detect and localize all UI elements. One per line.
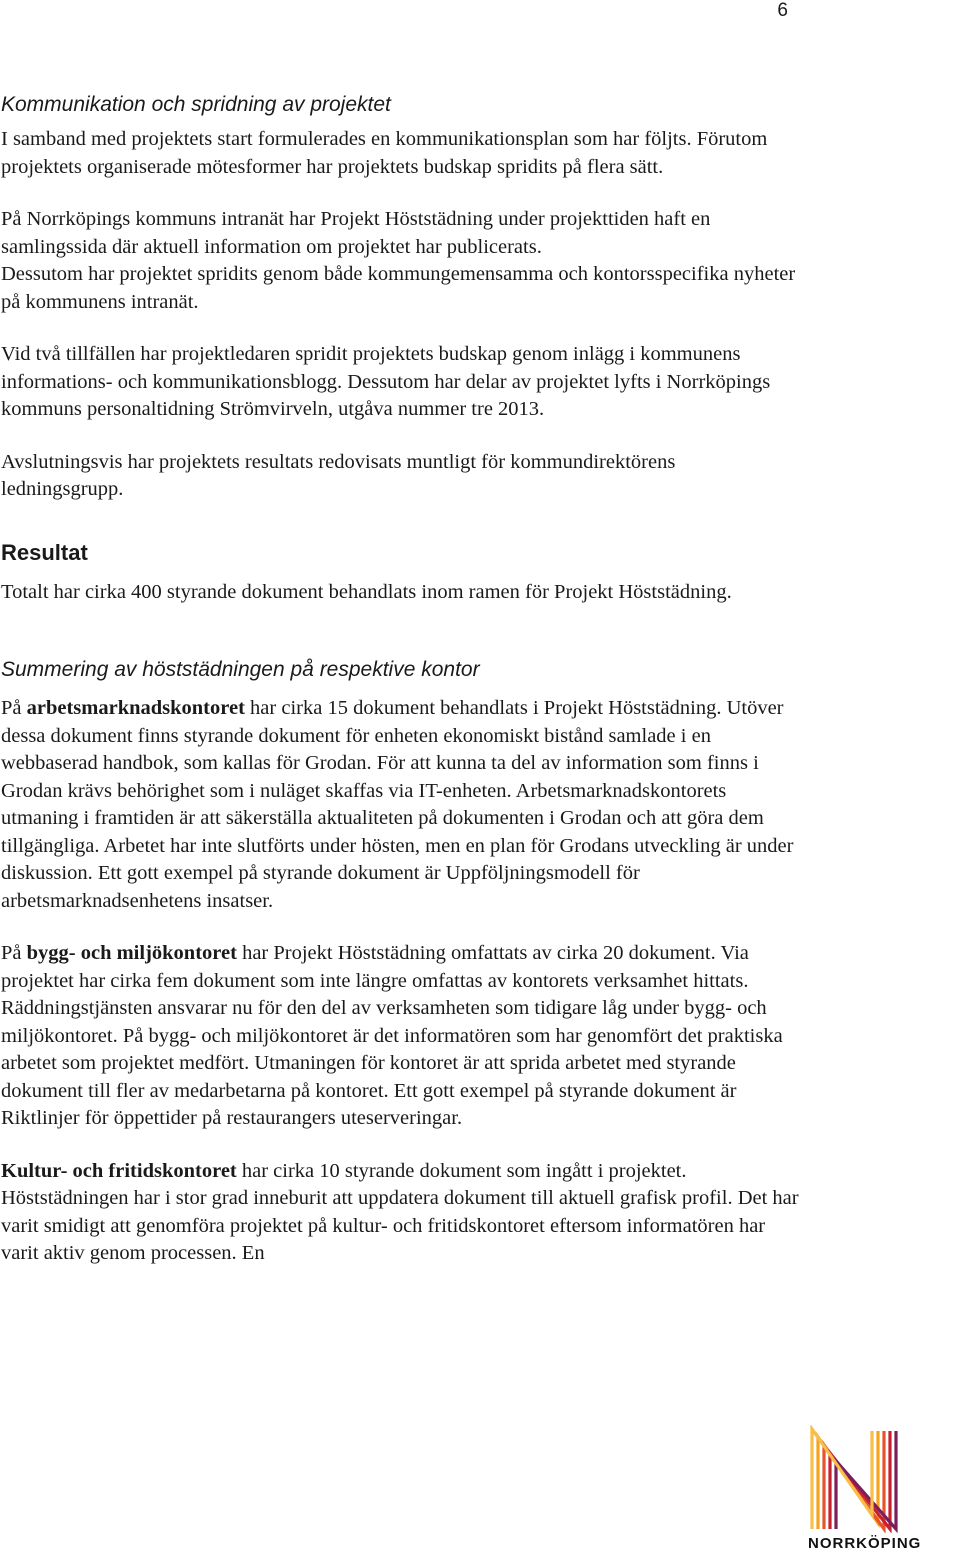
paragraph: Vid två tillfällen har projektledaren spridit projektets budskap genom inlägg i kommunens informations- och kommunikationsblogg. Dessutom har delar av projektet lyfts i Norrköpings kommuns personaltidning Strömvirveln, utgåva nummer tre 2013.	[1, 343, 771, 420]
paragraph: Avslutningsvis har projektets resultats redovisats muntligt för kommundirektörens ledningsgrupp.	[1, 450, 676, 500]
logo-mark-icon	[808, 1425, 914, 1533]
section-heading-result: Resultat	[1, 539, 88, 565]
paragraph-kultur	[1, 1158, 801, 1268]
text: har Projekt Höststädning omfattats av cirka 20 dokument. Via projektet har cirka fem dokument som inte längre omfattas av kontorets verksamhet hittats. Räddningstjänsten ansvarar nu för den del av verksamheten som tidigare låg under bygg- och miljökontoret. På bygg- och miljökontoret är det informatören som har genomfört det praktiska arbetet som projektet medfört. Utmaningen för kontoret är att sprida arbetet med styrande dokument till fler av medarbetarna på kontoret. Ett gott exempel på styrande dokument är Riktlinjer för öppettider på restaurangers uteserveringar.	[1, 942, 783, 1129]
page-number: 6	[777, 0, 788, 21]
section-heading-communication: Kommunikation och spridning av projektet	[1, 93, 391, 116]
office-name: Kultur- och fritidskontoret	[1, 1159, 237, 1182]
office-name: bygg- och miljökontoret	[26, 942, 237, 964]
section-heading-summary: Summering av höststädningen på respektive kontor	[1, 658, 480, 681]
paragraph: I samband med projektets start formulerades en kommunikationsplan som har följts. Förutom projektets organiserade mötesformer har projektets budskap spridits på flera sätt.	[1, 128, 768, 178]
text: har cirka 10 styrande dokument som ingått i projektet. Höststädningen har i stor grad inneburit att uppdatera dokument till aktuell grafisk profil. Det har varit smidigt att genomföra projektet på kultur- och fritidskontoret eftersom informatören har varit aktiv genom processen. En	[1, 1159, 799, 1264]
text: På	[1, 942, 27, 964]
document-body	[1, 91, 801, 1293]
office-name: arbetsmarknadskontoret	[26, 697, 245, 719]
text: På	[1, 697, 27, 719]
text: har cirka 15 dokument behandlats i Projekt Höststädning. Utöver dessa dokument finns styrande dokument för enheten ekonomiskt bistånd samlade i en webbaserad handbok, som kallas för Grodan. För att kunna ta del av information som finns i Grodan krävs behörighet som i nuläget skaffas via IT-enheten. Arbetsmarknadskontorets utmaning i framtiden är att säkerställa aktualiteten på dokumenten i Grodan och att göra dem tillgängliga. Arbetet har inte slutförts under hösten, men en plan för Grodans utveckling är under diskussion. Ett gott exempel på styrande dokument är Uppföljningsmodell för arbetsmarknadsenhetens insatser.	[1, 697, 794, 912]
paragraph-bygg	[1, 940, 801, 1133]
norrkoping-logo	[808, 1425, 922, 1552]
paragraph: Totalt har cirka 400 styrande dokument behandlats inom ramen för Projekt Höststädning.	[1, 580, 732, 603]
logo-wordmark: NORRKÖPING	[808, 1535, 922, 1552]
paragraph-arbetsmarknad	[1, 695, 801, 915]
paragraph: Dessutom har projektet spridits genom både kommungemensamma och kontorsspecifika nyheter på kommunens intranät.	[1, 263, 796, 313]
paragraph: På Norrköpings kommuns intranät har Projekt Höststädning under projekttiden haft en samlingssida där aktuell information om projektet har publicerats.	[1, 208, 711, 258]
